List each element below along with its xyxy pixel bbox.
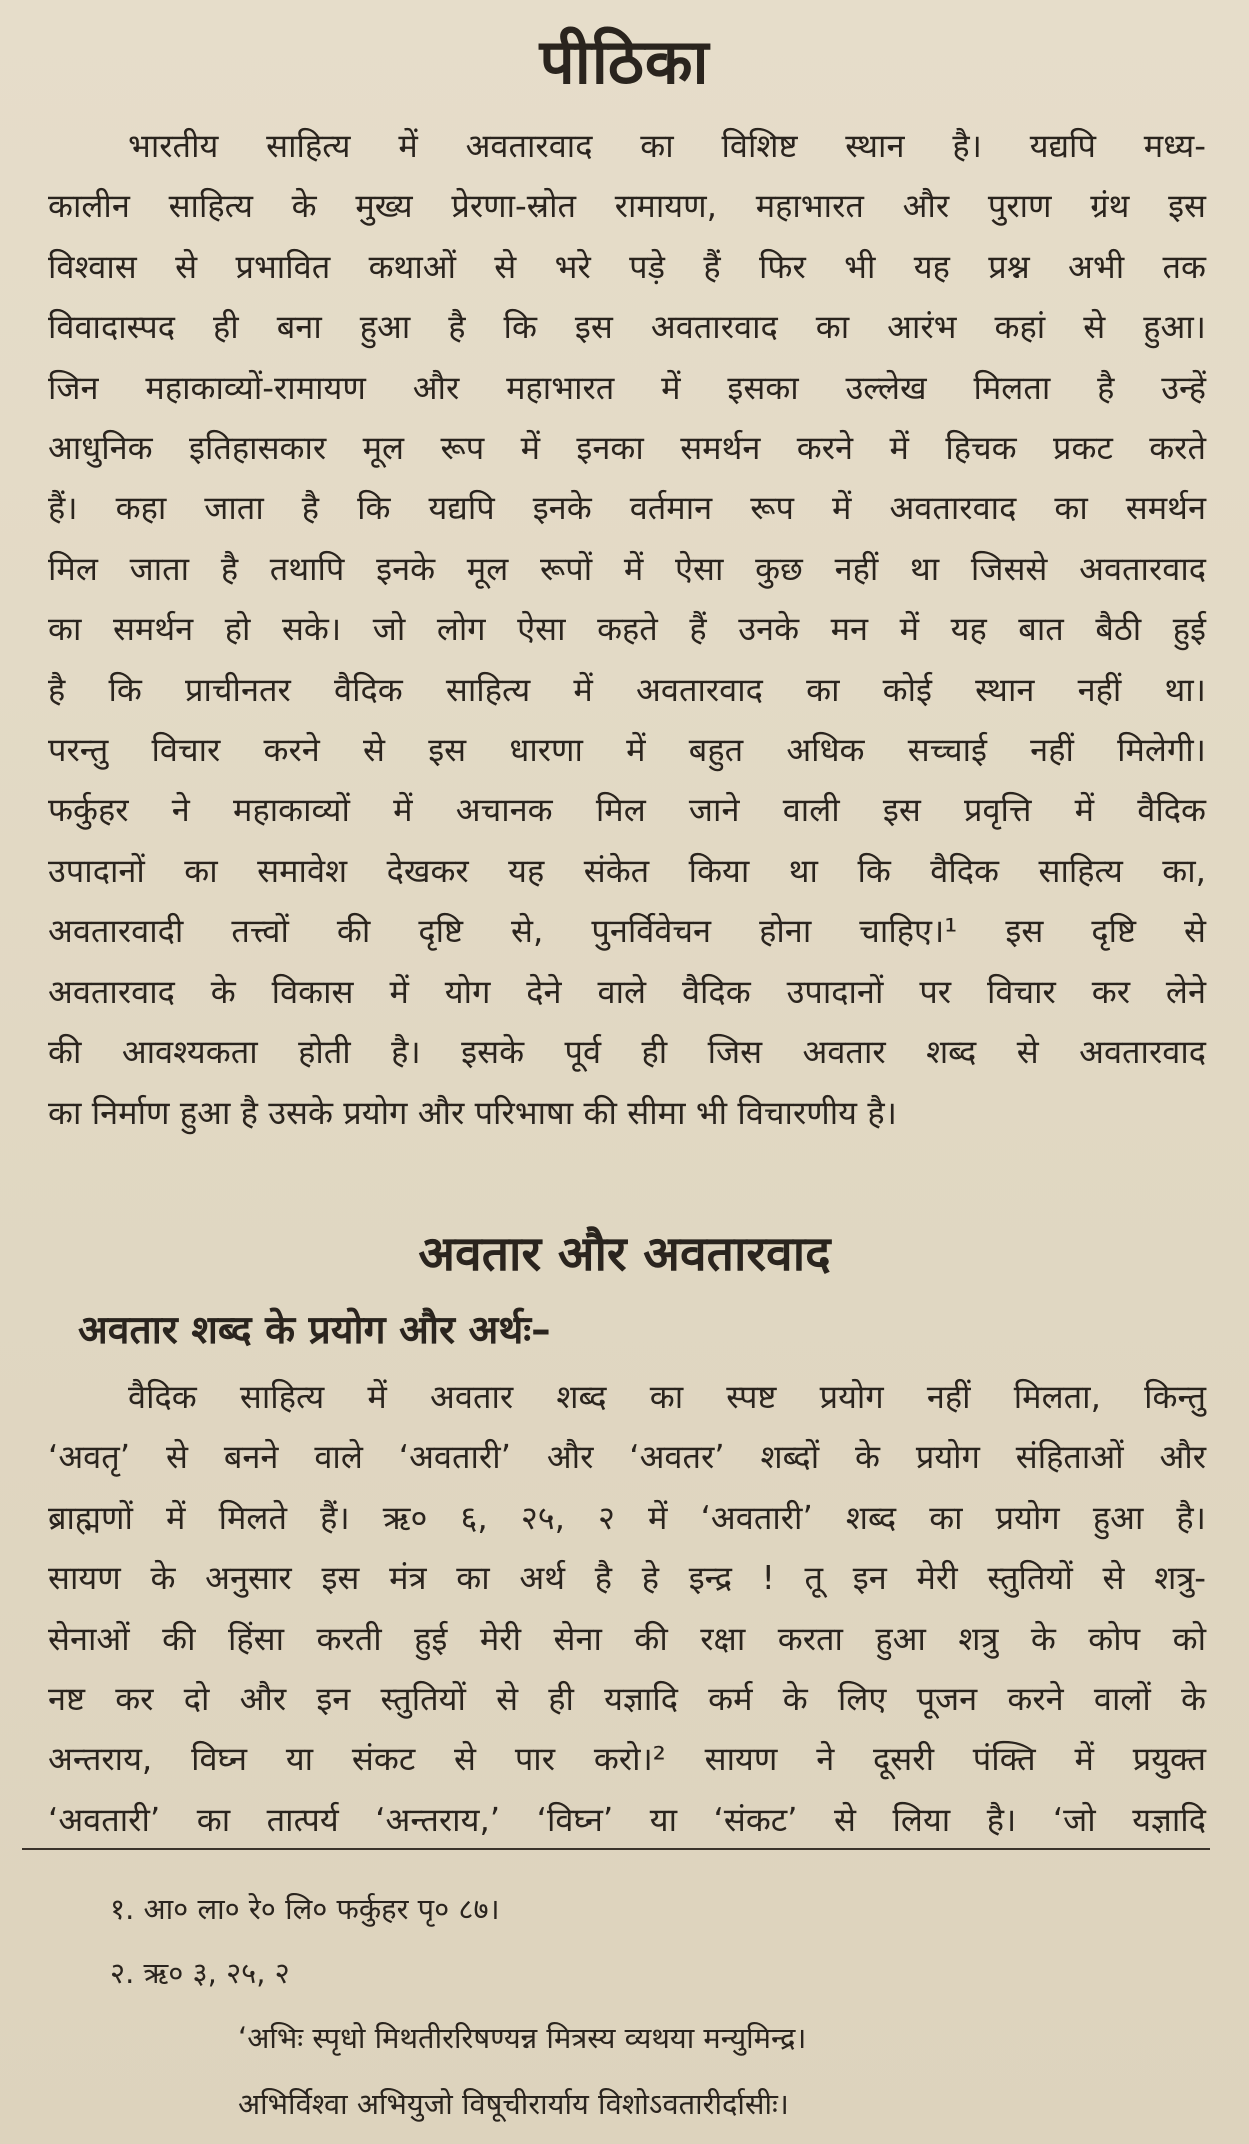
paragraph-line: विवादास्पद ही बना हुआ है कि इस अवतारवाद का आरंभ कहां से हुआ। — [48, 308, 1206, 347]
page-title: पीठिका — [539, 25, 710, 98]
paragraph-line: है कि प्राचीनतर वैदिक साहित्य में अवतारवाद का कोई स्थान नहीं था। — [48, 670, 1206, 709]
paragraph-line: अवतारवाद के विकास में योग देने वाले वैदिक उपादानों पर विचार कर लेने — [48, 972, 1206, 1011]
paragraph-line: फर्कुहर ने महाकाव्यों में अचानक मिल जाने वाली इस प्रवृत्ति में वैदिक — [48, 791, 1206, 830]
paragraph-line: परन्तु विचार करने से इस धारणा में बहुत अधिक सच्चाई नहीं मिलेगी। — [48, 731, 1206, 770]
paragraph-line: की आवश्यकता होती है। इसके पूर्व ही जिस अवतार शब्द से अवतारवाद — [48, 1033, 1206, 1072]
paragraph-line: ‘अवतृ’ से बनने वाले ‘अवतारी’ और ‘अवतर’ शब्दों के प्रयोग संहिताओं और — [48, 1438, 1206, 1477]
paragraph-line: कालीन साहित्य के मुख्य प्रेरणा-स्रोत रामायण, महाभारत और पुराण ग्रंथ इस — [48, 187, 1206, 226]
paragraph-line: विश्वास से प्रभावित कथाओं से भरे पड़े हैं फिर भी यह प्रश्न अभी तक — [48, 247, 1206, 286]
paragraph-line: ‘अवतारी’ का तात्पर्य ‘अन्तराय,’ ‘विघ्न’ या ‘संकट’ से लिया है। ‘जो यज्ञादि — [48, 1800, 1206, 1839]
paragraph-line: उपादानों का समावेश देखकर यह संकेत किया था कि वैदिक साहित्य का, — [48, 851, 1206, 890]
paragraph-line: सायण के अनुसार इस मंत्र का अर्थ है हे इन्द्र ! तू इन मेरी स्तुतियों से शत्रु- — [48, 1559, 1206, 1598]
paragraph-line: आधुनिक इतिहासकार मूल रूप में इनका समर्थन करने में हिचक प्रकट करते — [48, 429, 1206, 468]
usage-paragraph — [48, 1367, 1206, 1850]
paragraph-line: जिन महाकाव्यों-रामायण और महाभारत में इसका उल्लेख मिलता है उन्हें — [48, 368, 1206, 407]
footnote-2: २. ऋ० ३, २५, २ — [110, 1956, 290, 1990]
paragraph-line: ब्राह्मणों में मिलते हैं। ऋ० ६, २५, २ में ‘अवतारी’ शब्द का प्रयोग हुआ है। — [48, 1498, 1206, 1537]
paragraph-line: अन्तराय, विघ्न या संकट से पार करो।² सायण ने दूसरी पंक्ति में प्रयुक्त — [48, 1740, 1206, 1779]
paragraph-line: वैदिक साहित्य में अवतार शब्द का स्पष्ट प्रयोग नहीं मिलता, किन्तु — [128, 1378, 1206, 1416]
paragraph-line: नष्ट कर दो और इन स्तुतियों से ही यज्ञादि कर्म के लिए पूजन करने वालों के — [48, 1680, 1206, 1719]
section-title: अवतार और अवतारवाद — [418, 1226, 831, 1282]
footnote-verse-line-2: अभिर्विश्वा अभियुजो विषूचीरार्याय विशोऽवतारीर्दासीः। — [238, 2087, 789, 2121]
paragraph-line: का निर्माण हुआ है उसके प्रयोग और परिभाषा की सीमा भी विचारणीय है। — [48, 1093, 897, 1132]
subsection-title: अवतार शब्द के प्रयोग और अर्थः– — [78, 1308, 551, 1353]
intro-paragraph — [48, 116, 1206, 1143]
footnote-1: १. आ० ला० रे० लि० फर्कुहर पृ० ८७। — [110, 1892, 500, 1926]
paragraph-line: का समर्थन हो सके। जो लोग ऐसा कहते हैं उनके मन में यह बात बैठी हुई — [48, 610, 1206, 649]
paragraph-line: भारतीय साहित्य में अवतारवाद का विशिष्ट स्थान है। यद्यपि मध्य- — [128, 127, 1206, 165]
paragraph-line: अवतारवादी तत्त्वों की दृष्टि से, पुनर्विवेचन होना चाहिए।¹ इस दृष्टि से — [48, 912, 1206, 951]
paragraph-line: मिल जाता है तथापि इनके मूल रूपों में ऐसा कुछ नहीं था जिससे अवतारवाद — [48, 549, 1206, 588]
paragraph-line: सेनाओं की हिंसा करती हुई मेरी सेना की रक्षा करता हुआ शत्रु के कोप को — [48, 1619, 1206, 1658]
footnote-divider — [22, 1848, 1210, 1850]
footnote-verse-line-1: ‘अभिः स्पृधो मिथतीररिषण्यन्न मित्रस्य व्यथया मन्युमिन्द्र। — [238, 2021, 807, 2055]
paragraph-line: हैं। कहा जाता है कि यद्यपि इनके वर्तमान रूप में अवतारवाद का समर्थन — [48, 489, 1206, 528]
